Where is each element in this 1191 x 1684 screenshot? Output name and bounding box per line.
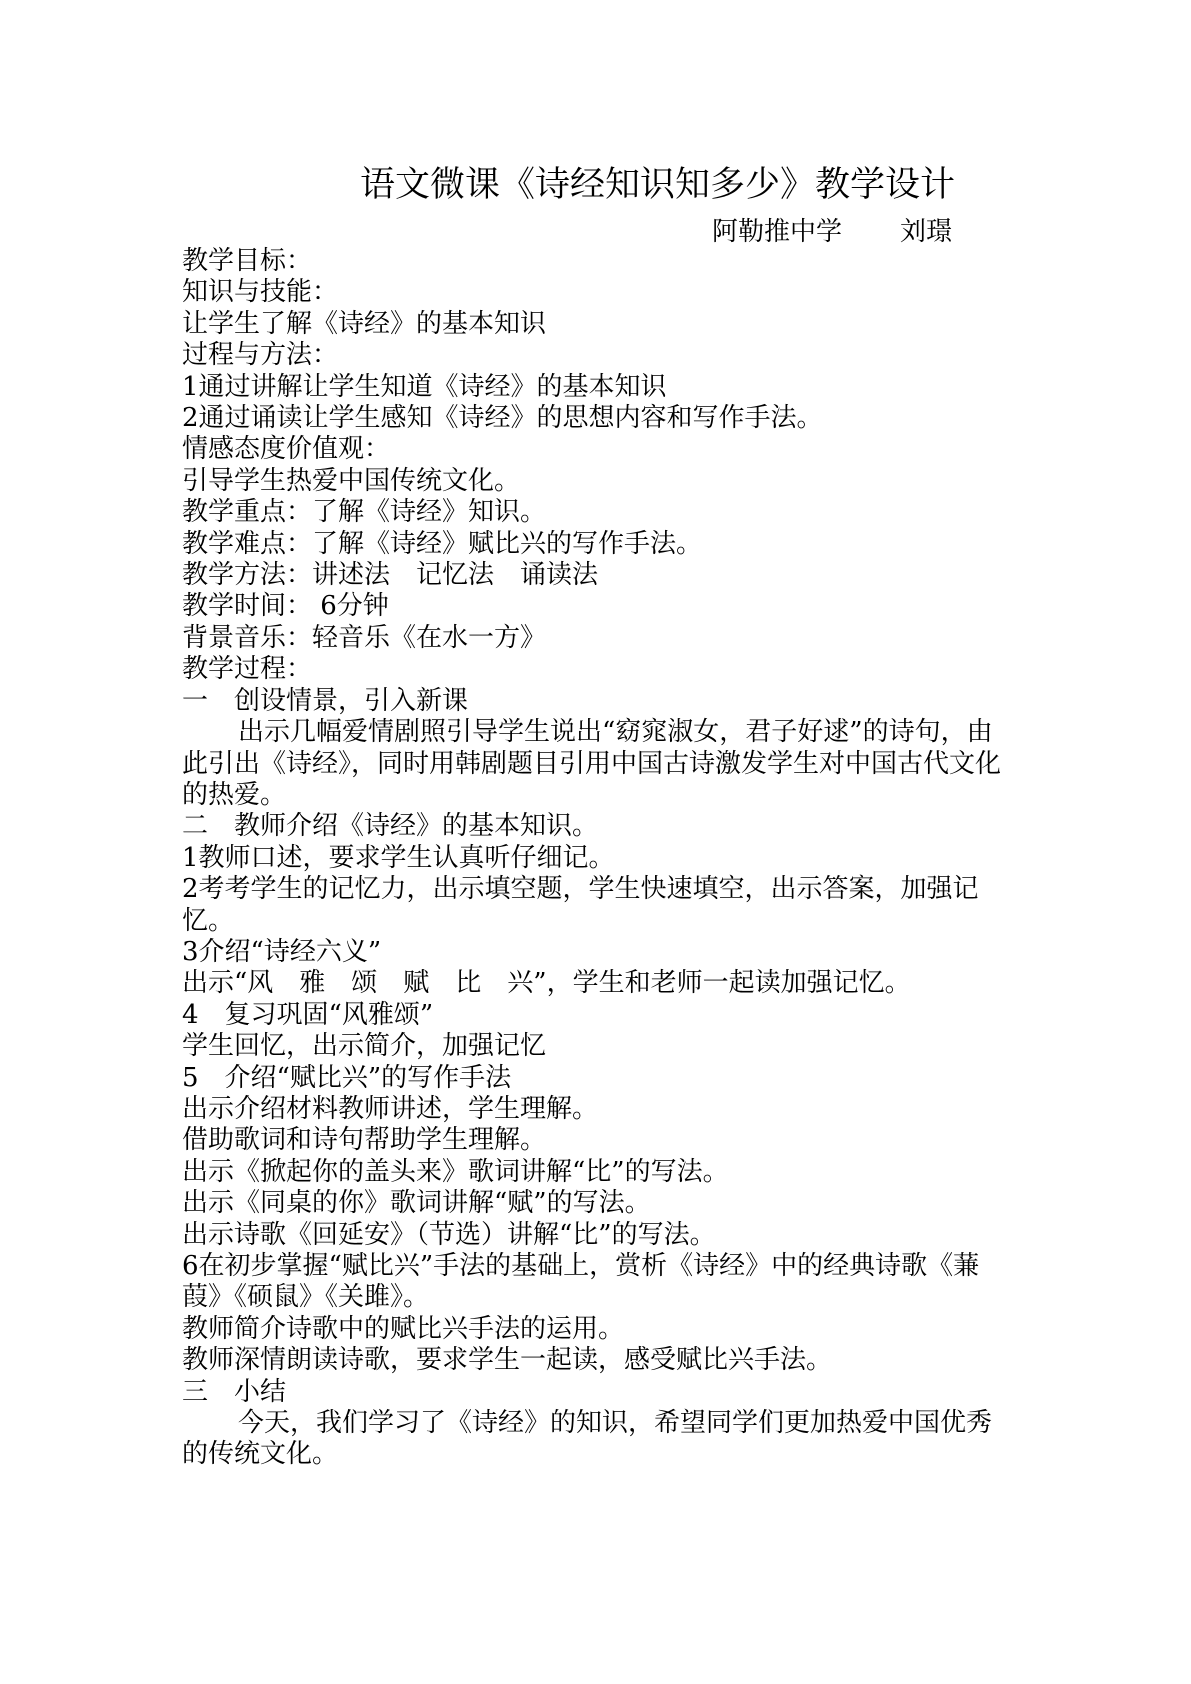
text-line: 教学难点：了解《诗经》赋比兴的写作手法。 [182,528,703,559]
text-line: 出示诗歌《回延安》（节选）讲解“比”的写法。 [182,1219,716,1250]
text-line: 过程与方法： [182,340,339,371]
text-line: 今天，我们学习了《诗经》的知识，希望同学们更加热爱中国优秀的传统文化。 [182,1408,993,1470]
text-line: 让学生了解《诗经》的基本知识 [182,308,547,339]
document-body [182,246,1012,1471]
text-line: 出示《掀起你的盖头来》歌词讲解“比”的写法。 [182,1156,729,1187]
text-line: 二 教师介绍《诗经》的基本知识。 [182,811,599,842]
text-line: 背景音乐：轻音乐《在水一方》 [182,622,547,653]
text-line: 教师深情朗读诗歌，要求学生一起读，感受赋比兴手法。 [182,1345,833,1376]
text-line: 3介绍“诗经六义” [182,936,382,967]
text-line: 引导学生热爱中国传统文化。 [182,465,521,496]
text-line: 教师简介诗歌中的赋比兴手法的运用。 [182,1313,625,1344]
text-line: 三 小结 [182,1376,287,1407]
text-line: 知识与技能： [182,277,339,308]
byline [712,216,952,248]
text-line: 一 创设情景，引入新课 [182,685,469,716]
text-line: 借助歌词和诗句帮助学生理解。 [182,1125,547,1156]
text-line: 教学时间： 6分钟 [182,591,389,622]
text-line: 4 复习巩固“风雅颂” [182,999,434,1030]
text-line: 5 介绍“赋比兴”的写作手法 [182,1062,512,1093]
text-line: 教学重点：了解《诗经》知识。 [182,497,547,528]
text-line: 1教师口述，要求学生认真听仔细记。 [182,842,615,873]
text-line: 出示《同桌的你》歌词讲解“赋”的写法。 [182,1188,651,1219]
text-line: 2通过诵读让学生感知《诗经》的思想内容和写作手法。 [182,403,823,434]
text-line: 2考考学生的记忆力，出示填空题，学生快速填空，出示答案，加强记忆。 [182,874,979,936]
text-line: 出示介绍材料教师讲述，学生理解。 [182,1093,599,1124]
text-line: 出示几幅爱情剧照引导学生说出“窈窕淑女，君子好逑”的诗句，由此引出《诗经》，同时用韩剧题目引用中国古诗激发学生对中国古代文化的热爱。 [182,717,1002,810]
author-name: 刘璟 [900,217,953,247]
text-line: 教学过程： [182,654,313,685]
document-title: 语文微课《诗经知识知多少》教学设计 [360,165,956,205]
text-line: 情感态度价值观： [182,434,391,465]
text-line: 出示“风 雅 颂 赋 比 兴”，学生和老师一起读加强记忆。 [182,968,911,999]
text-line: 1通过讲解让学生知道《诗经》的基本知识 [182,371,667,402]
text-line: 教学方法：讲述法 记忆法 诵读法 [182,560,599,591]
text-line: 6在初步掌握“赋比兴”手法的基础上，赏析《诗经》中的经典诗歌《蒹葭》《硕鼠》《关雎》。 [182,1251,980,1313]
text-line: 教学目标： [182,246,313,276]
text-line: 学生回忆，出示简介，加强记忆 [182,1031,547,1062]
school-name: 阿勒推中学 [712,217,843,247]
